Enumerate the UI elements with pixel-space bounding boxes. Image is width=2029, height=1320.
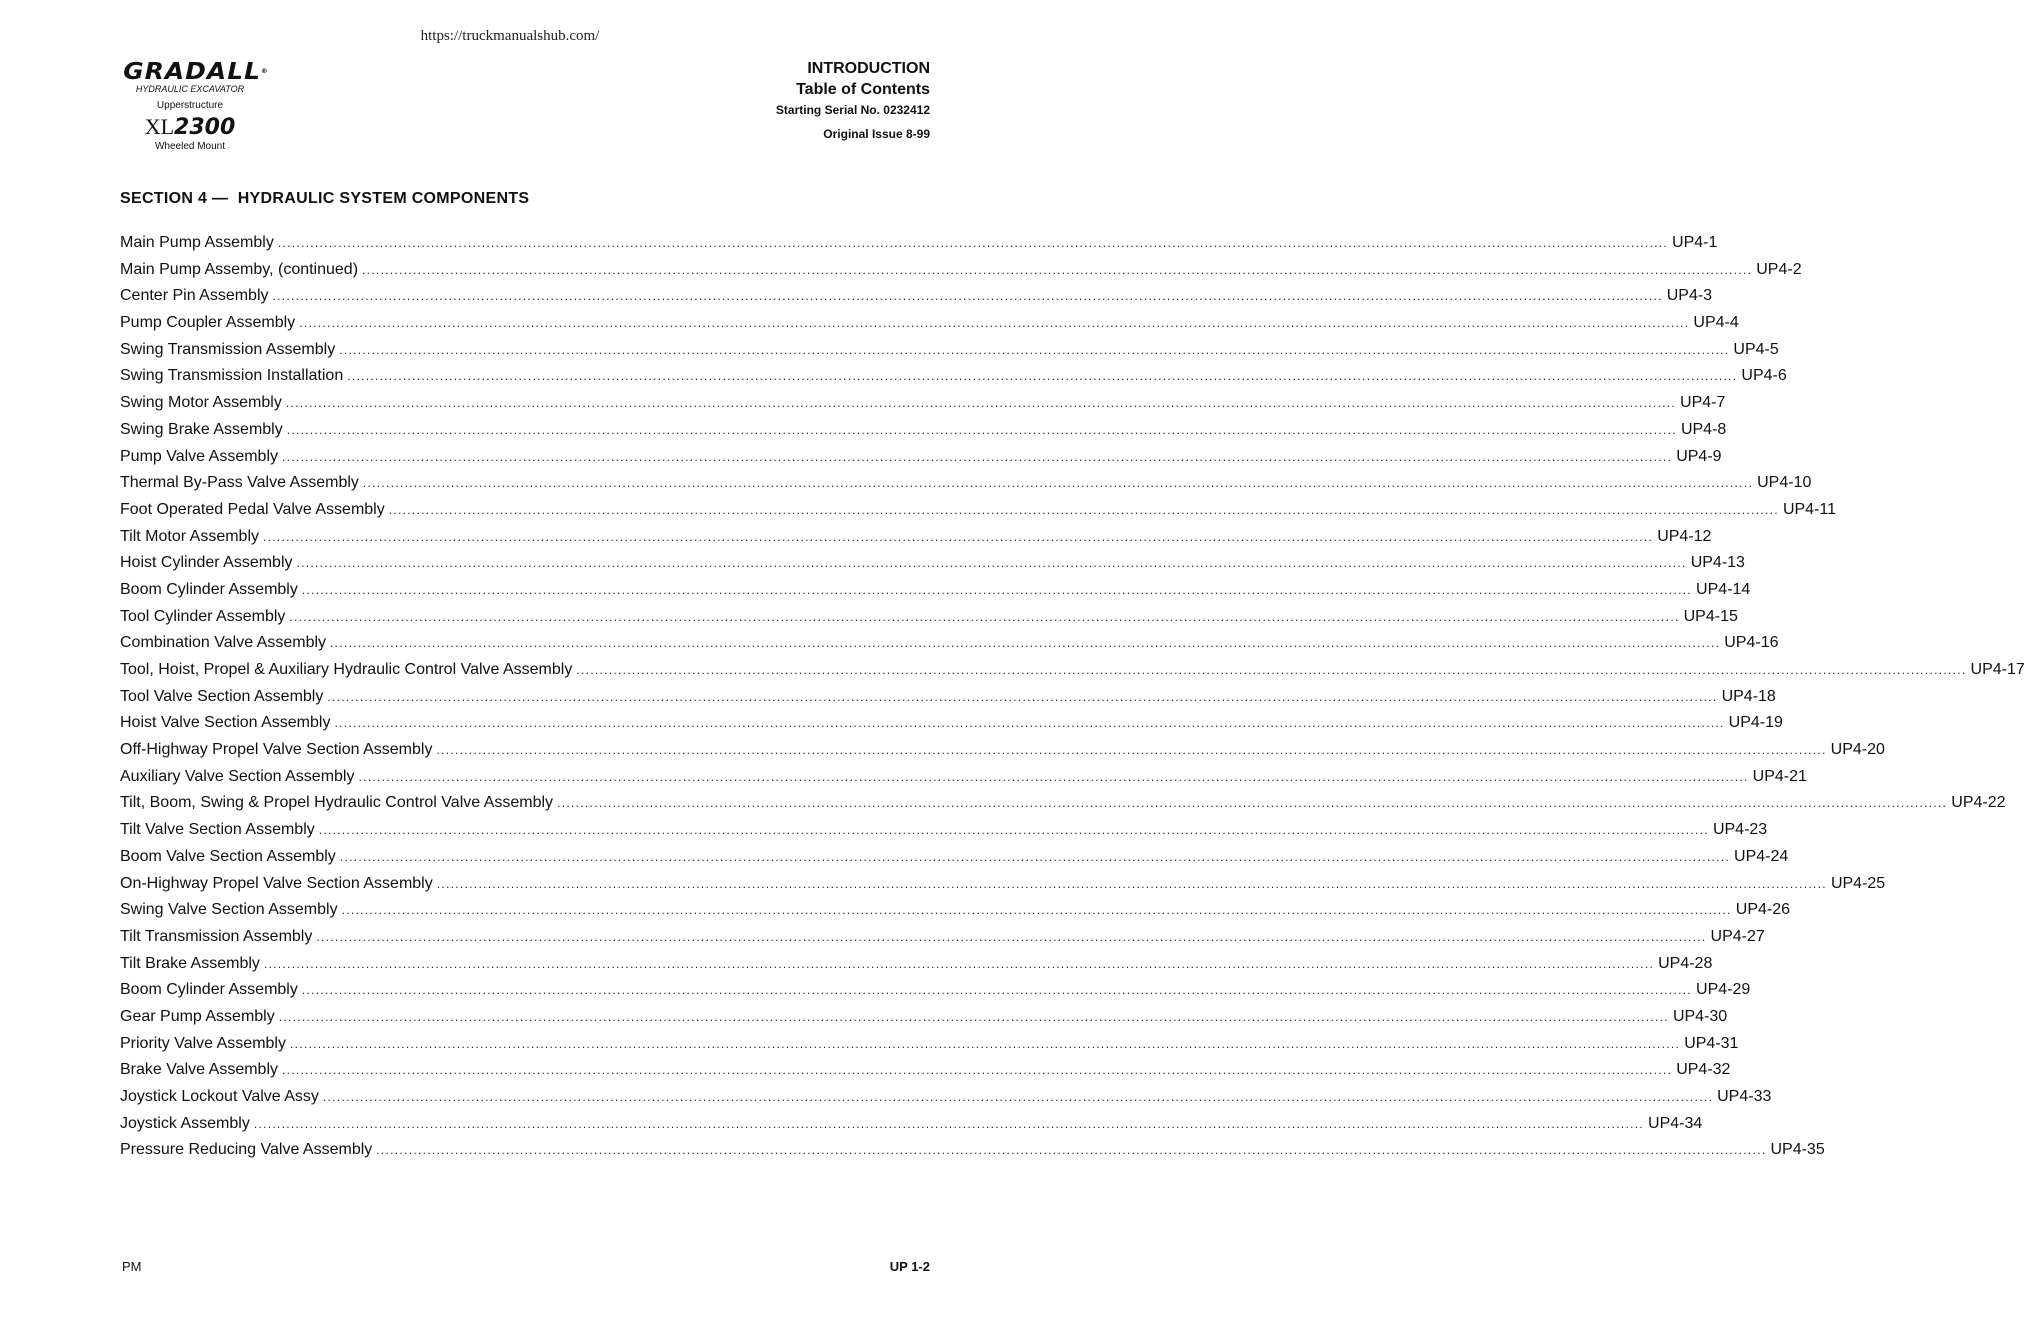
toc-leader-dots: ............................................................................................................................................................................................................................................................................................................ — [272, 289, 1663, 304]
toc-entry-page: UP4-16 — [1724, 634, 1779, 652]
toc-entry-page: UP4-5 — [1733, 340, 1779, 358]
toc-leader-dots: ............................................................................................................................................................................................................................................................................................................ — [347, 369, 1738, 384]
toc-entry-title: Combination Valve Assembly — [120, 634, 327, 652]
toc-entry-title: Auxiliary Valve Section Assembly — [120, 767, 355, 785]
toc-entry-page: UP4-21 — [1752, 767, 1807, 785]
toc-entry[interactable] — [120, 871, 1886, 898]
toc-entry[interactable] — [120, 604, 1738, 631]
header-serial: Starting Serial No. 0232412 — [775, 103, 930, 117]
toc-entry-title: Tilt Transmission Assembly — [120, 927, 313, 945]
toc-leader-dots: ............................................................................................................................................................................................................................................................................................................ — [330, 636, 1721, 651]
logo-mount: Wheeled Mount — [154, 141, 226, 152]
toc-entry-title: Boom Valve Section Assembly — [120, 847, 336, 865]
toc-entry-page: UP4-25 — [1830, 874, 1886, 892]
toc-leader-dots: ............................................................................................................................................................................................................................................................................................................ — [322, 1090, 1714, 1104]
toc-entry-title: Swing Transmission Installation — [120, 367, 344, 385]
header-title: Table of Contents — [796, 81, 930, 98]
toc-leader-dots: ............................................................................................................................................................................................................................................................................................................ — [436, 743, 1827, 758]
toc-leader-dots: ............................................................................................................................................................................................................................................................................................................ — [253, 1116, 1645, 1131]
gradall-logo — [120, 58, 269, 153]
toc-entry-title: Tool Valve Section Assembly — [120, 687, 324, 705]
toc-entry[interactable] — [120, 710, 1783, 737]
toc-leader-dots: ............................................................................................................................................................................................................................................................................................................ — [277, 236, 1669, 250]
toc-entry-title: Boom Cylinder Assembly — [120, 981, 298, 999]
toc-entry[interactable] — [120, 470, 1812, 497]
toc-entry-page: UP4-7 — [1680, 394, 1726, 412]
toc-entry-title: Pressure Reducing Valve Assembly — [120, 1141, 373, 1159]
toc-entry-title: Swing Transmission Assembly — [120, 340, 336, 358]
toc-entry[interactable] — [120, 550, 1745, 577]
toc-leader-dots: ............................................................................................................................................................................................................................................................................................................ — [286, 422, 1677, 437]
toc-leader-dots: ............................................................................................................................................................................................................................................................................................................ — [282, 449, 1673, 464]
toc-entry-page: UP4-13 — [1690, 554, 1745, 572]
section-title: SECTION 4 — HYDRAULIC SYSTEM COMPONENTS — [120, 190, 530, 207]
footer-left: PM — [122, 1259, 142, 1274]
toc-entry[interactable] — [120, 977, 1751, 1004]
logo-brand: GRADALL® — [123, 59, 269, 85]
toc-entry[interactable] — [120, 1084, 1772, 1111]
toc-entry[interactable] — [120, 417, 1727, 444]
toc-leader-dots: ............................................................................................................................................................................................................................................................................................................ — [301, 983, 1693, 998]
page-header — [776, 58, 930, 144]
toc-entry-page: UP4-34 — [1648, 1114, 1703, 1132]
toc-entry-page: UP4-10 — [1757, 474, 1812, 492]
toc-leader-dots: ............................................................................................................................................................................................................................................................................................................ — [576, 663, 1967, 677]
toc-entry-page: UP4-24 — [1734, 847, 1789, 865]
toc-entry[interactable] — [120, 737, 1885, 764]
toc-entry[interactable] — [120, 310, 1739, 337]
toc-entry-title: Pump Valve Assembly — [120, 447, 278, 465]
toc-entry[interactable] — [120, 337, 1779, 364]
toc-leader-dots: ............................................................................................................................................................................................................................................................................................................ — [278, 1009, 1669, 1024]
header-issue: Original Issue 8-99 — [823, 127, 930, 141]
toc-entry-page: UP4-33 — [1717, 1088, 1772, 1105]
toc-entry-title: Tilt Valve Section Assembly — [120, 821, 315, 839]
toc-entry-title: Tilt Motor Assembly — [120, 527, 259, 545]
toc-leader-dots: ............................................................................................................................................................................................................................................................................................................ — [341, 903, 1732, 918]
toc-entry-title: Joystick Lockout Valve Assy — [120, 1088, 319, 1105]
toc-entry[interactable] — [120, 684, 1776, 711]
toc-entry-title: Priority Valve Assembly — [120, 1034, 286, 1052]
toc-entry[interactable] — [120, 817, 1768, 844]
toc-entry-title: Center Pin Assembly — [120, 287, 269, 305]
toc-entry-title: Swing Motor Assembly — [120, 394, 282, 412]
source-url: https://truckmanualshub.com/ — [420, 28, 600, 44]
toc-entry-page: UP4-3 — [1666, 287, 1713, 305]
toc-entry-page: UP4-14 — [1696, 580, 1751, 598]
toc-entry-title: Hoist Valve Section Assembly — [120, 714, 331, 732]
toc-entry-page: UP4-2 — [1756, 260, 1802, 278]
toc-entry[interactable] — [120, 764, 1807, 791]
toc-entry-page: UP4-17 — [1970, 661, 2025, 678]
toc-entry[interactable] — [120, 897, 1791, 924]
toc-entry-page: UP4-12 — [1657, 527, 1712, 545]
toc-entry-title: On-Highway Propel Valve Section Assembly — [120, 874, 433, 892]
toc-entry[interactable] — [120, 1137, 1825, 1164]
toc-entry[interactable] — [120, 924, 1765, 951]
header-section: INTRODUCTION — [807, 60, 930, 77]
toc-leader-dots: ............................................................................................................................................................................................................................................................................................................ — [362, 476, 1754, 491]
toc-entry[interactable] — [120, 1111, 1703, 1138]
logo-subtitle: Upperstructure — [156, 100, 224, 111]
toc-leader-dots: ............................................................................................................................................................................................................................................................................................................ — [327, 689, 1718, 704]
toc-entry-title: Tool Cylinder Assembly — [120, 607, 286, 625]
toc-leader-dots: ............................................................................................................................................................................................................................................................................................................ — [282, 1063, 1673, 1078]
toc-entry-title: Main Pump Assemby, (continued) — [120, 260, 359, 278]
toc-entry[interactable] — [120, 844, 1789, 871]
toc-leader-dots: ............................................................................................................................................................................................................................................................................................................ — [362, 262, 1753, 277]
toc-entry-page: UP4-22 — [1951, 794, 2006, 812]
toc-entry-page: UP4-23 — [1712, 821, 1768, 839]
toc-entry-page: UP4-9 — [1676, 447, 1722, 465]
toc-entry[interactable] — [120, 630, 1779, 657]
toc-entry-page: UP4-27 — [1710, 927, 1765, 945]
toc-entry-title: Gear Pump Assembly — [120, 1007, 275, 1025]
toc-leader-dots: ............................................................................................................................................................................................................................................................................................................ — [358, 769, 1749, 784]
toc-leader-dots: ............................................................................................................................................................................................................................................................................................................ — [557, 796, 1948, 811]
toc-entry-title: Off-Highway Propel Valve Section Assembly — [120, 741, 433, 759]
toc-entry-page: UP4-8 — [1680, 420, 1727, 438]
toc-leader-dots: ............................................................................................................................................................................................................................................................................................................ — [436, 876, 1827, 891]
toc-leader-dots: ............................................................................................................................................................................................................................................................................................................ — [316, 929, 1707, 944]
toc-entry-page: UP4-20 — [1830, 741, 1885, 759]
toc-leader-dots: ............................................................................................................................................................................................................................................................................................................ — [334, 716, 1725, 731]
toc-entry-title: Hoist Cylinder Assembly — [120, 554, 293, 572]
toc-entry-page: UP4-29 — [1696, 981, 1751, 999]
toc-entry[interactable] — [120, 577, 1751, 604]
toc-entry-title: Thermal By-Pass Valve Assembly — [120, 474, 359, 492]
toc-entry-page: UP4-35 — [1770, 1141, 1825, 1159]
toc-entry-title: Swing Brake Assembly — [120, 420, 283, 438]
toc-entry[interactable] — [120, 524, 1712, 551]
toc-leader-dots: ............................................................................................................................................................................................................................................................................................................ — [301, 582, 1693, 597]
toc-leader-dots: ............................................................................................................................................................................................................................................................................................................ — [263, 956, 1655, 971]
toc-entry-page: UP4-1 — [1672, 234, 1718, 251]
toc-entry[interactable] — [120, 790, 2006, 817]
toc-leader-dots: ............................................................................................................................................................................................................................................................................................................ — [289, 609, 1680, 624]
toc-entry-page: UP4-30 — [1672, 1007, 1728, 1025]
toc-entry-title: Brake Valve Assembly — [120, 1061, 278, 1079]
table-of-contents — [120, 230, 2025, 1164]
toc-entry[interactable] — [120, 444, 1722, 471]
toc-leader-dots: ............................................................................................................................................................................................................................................................................................................ — [318, 823, 1709, 838]
toc-entry[interactable] — [120, 283, 1713, 310]
logo-model: XL2300 — [144, 114, 236, 140]
toc-entry[interactable] — [120, 390, 1726, 417]
toc-entry-page: UP4-6 — [1741, 367, 1787, 385]
toc-leader-dots: ............................................................................................................................................................................................................................................................................................................ — [339, 849, 1731, 864]
toc-entry-title: Joystick Assembly — [120, 1114, 250, 1132]
toc-entry-page: UP4-28 — [1658, 954, 1713, 972]
toc-entry[interactable] — [120, 1031, 1739, 1058]
toc-entry-page: UP4-11 — [1782, 500, 1836, 518]
toc-entry-page: UP4-31 — [1684, 1034, 1739, 1052]
toc-entry-title: Pump Coupler Assembly — [120, 314, 296, 332]
toc-leader-dots: ............................................................................................................................................................................................................................................................................................................ — [285, 396, 1677, 411]
toc-entry-title: Swing Valve Section Assembly — [120, 901, 338, 919]
toc-leader-dots: ............................................................................................................................................................................................................................................................................................................ — [376, 1143, 1767, 1158]
toc-leader-dots: ............................................................................................................................................................................................................................................................................................................ — [388, 502, 1779, 517]
toc-leader-dots: ............................................................................................................................................................................................................................................................................................................ — [289, 1036, 1681, 1051]
toc-entry-title: Tool, Hoist, Propel & Auxiliary Hydraulic Control Valve Assembly — [120, 661, 573, 678]
toc-entry-page: UP4-32 — [1676, 1061, 1731, 1079]
toc-entry[interactable] — [120, 230, 1718, 257]
toc-leader-dots: ............................................................................................................................................................................................................................................................................................................ — [263, 529, 1654, 544]
toc-entry-title: Main Pump Assembly — [120, 234, 274, 251]
toc-entry[interactable] — [120, 497, 1836, 524]
toc-entry[interactable] — [120, 1004, 1728, 1031]
toc-entry[interactable] — [120, 951, 1713, 978]
toc-entry-page: UP4-26 — [1735, 901, 1791, 919]
toc-entry[interactable] — [120, 657, 2025, 684]
toc-entry-page: UP4-4 — [1693, 314, 1739, 332]
toc-entry-title: Boom Cylinder Assembly — [120, 580, 298, 598]
toc-entry[interactable] — [120, 363, 1787, 390]
toc-leader-dots: ............................................................................................................................................................................................................................................................................................................ — [299, 316, 1690, 331]
logo-type: HYDRAULIC EXCAVATOR — [135, 84, 245, 94]
toc-entry-page: UP4-19 — [1728, 714, 1783, 732]
toc-entry[interactable] — [120, 257, 1802, 284]
toc-entry[interactable] — [120, 1057, 1731, 1084]
toc-entry-page: UP4-15 — [1683, 607, 1738, 625]
toc-leader-dots: ............................................................................................................................................................................................................................................................................................................ — [339, 342, 1730, 357]
footer-page-number: UP 1-2 — [889, 1259, 930, 1274]
toc-entry-title: Foot Operated Pedal Valve Assembly — [120, 500, 385, 518]
toc-entry-title: Tilt, Boom, Swing & Propel Hydraulic Control Valve Assembly — [120, 794, 554, 812]
toc-leader-dots: ............................................................................................................................................................................................................................................................................................................ — [296, 556, 1687, 571]
toc-entry-page: UP4-18 — [1721, 687, 1776, 705]
toc-entry-title: Tilt Brake Assembly — [120, 954, 260, 972]
